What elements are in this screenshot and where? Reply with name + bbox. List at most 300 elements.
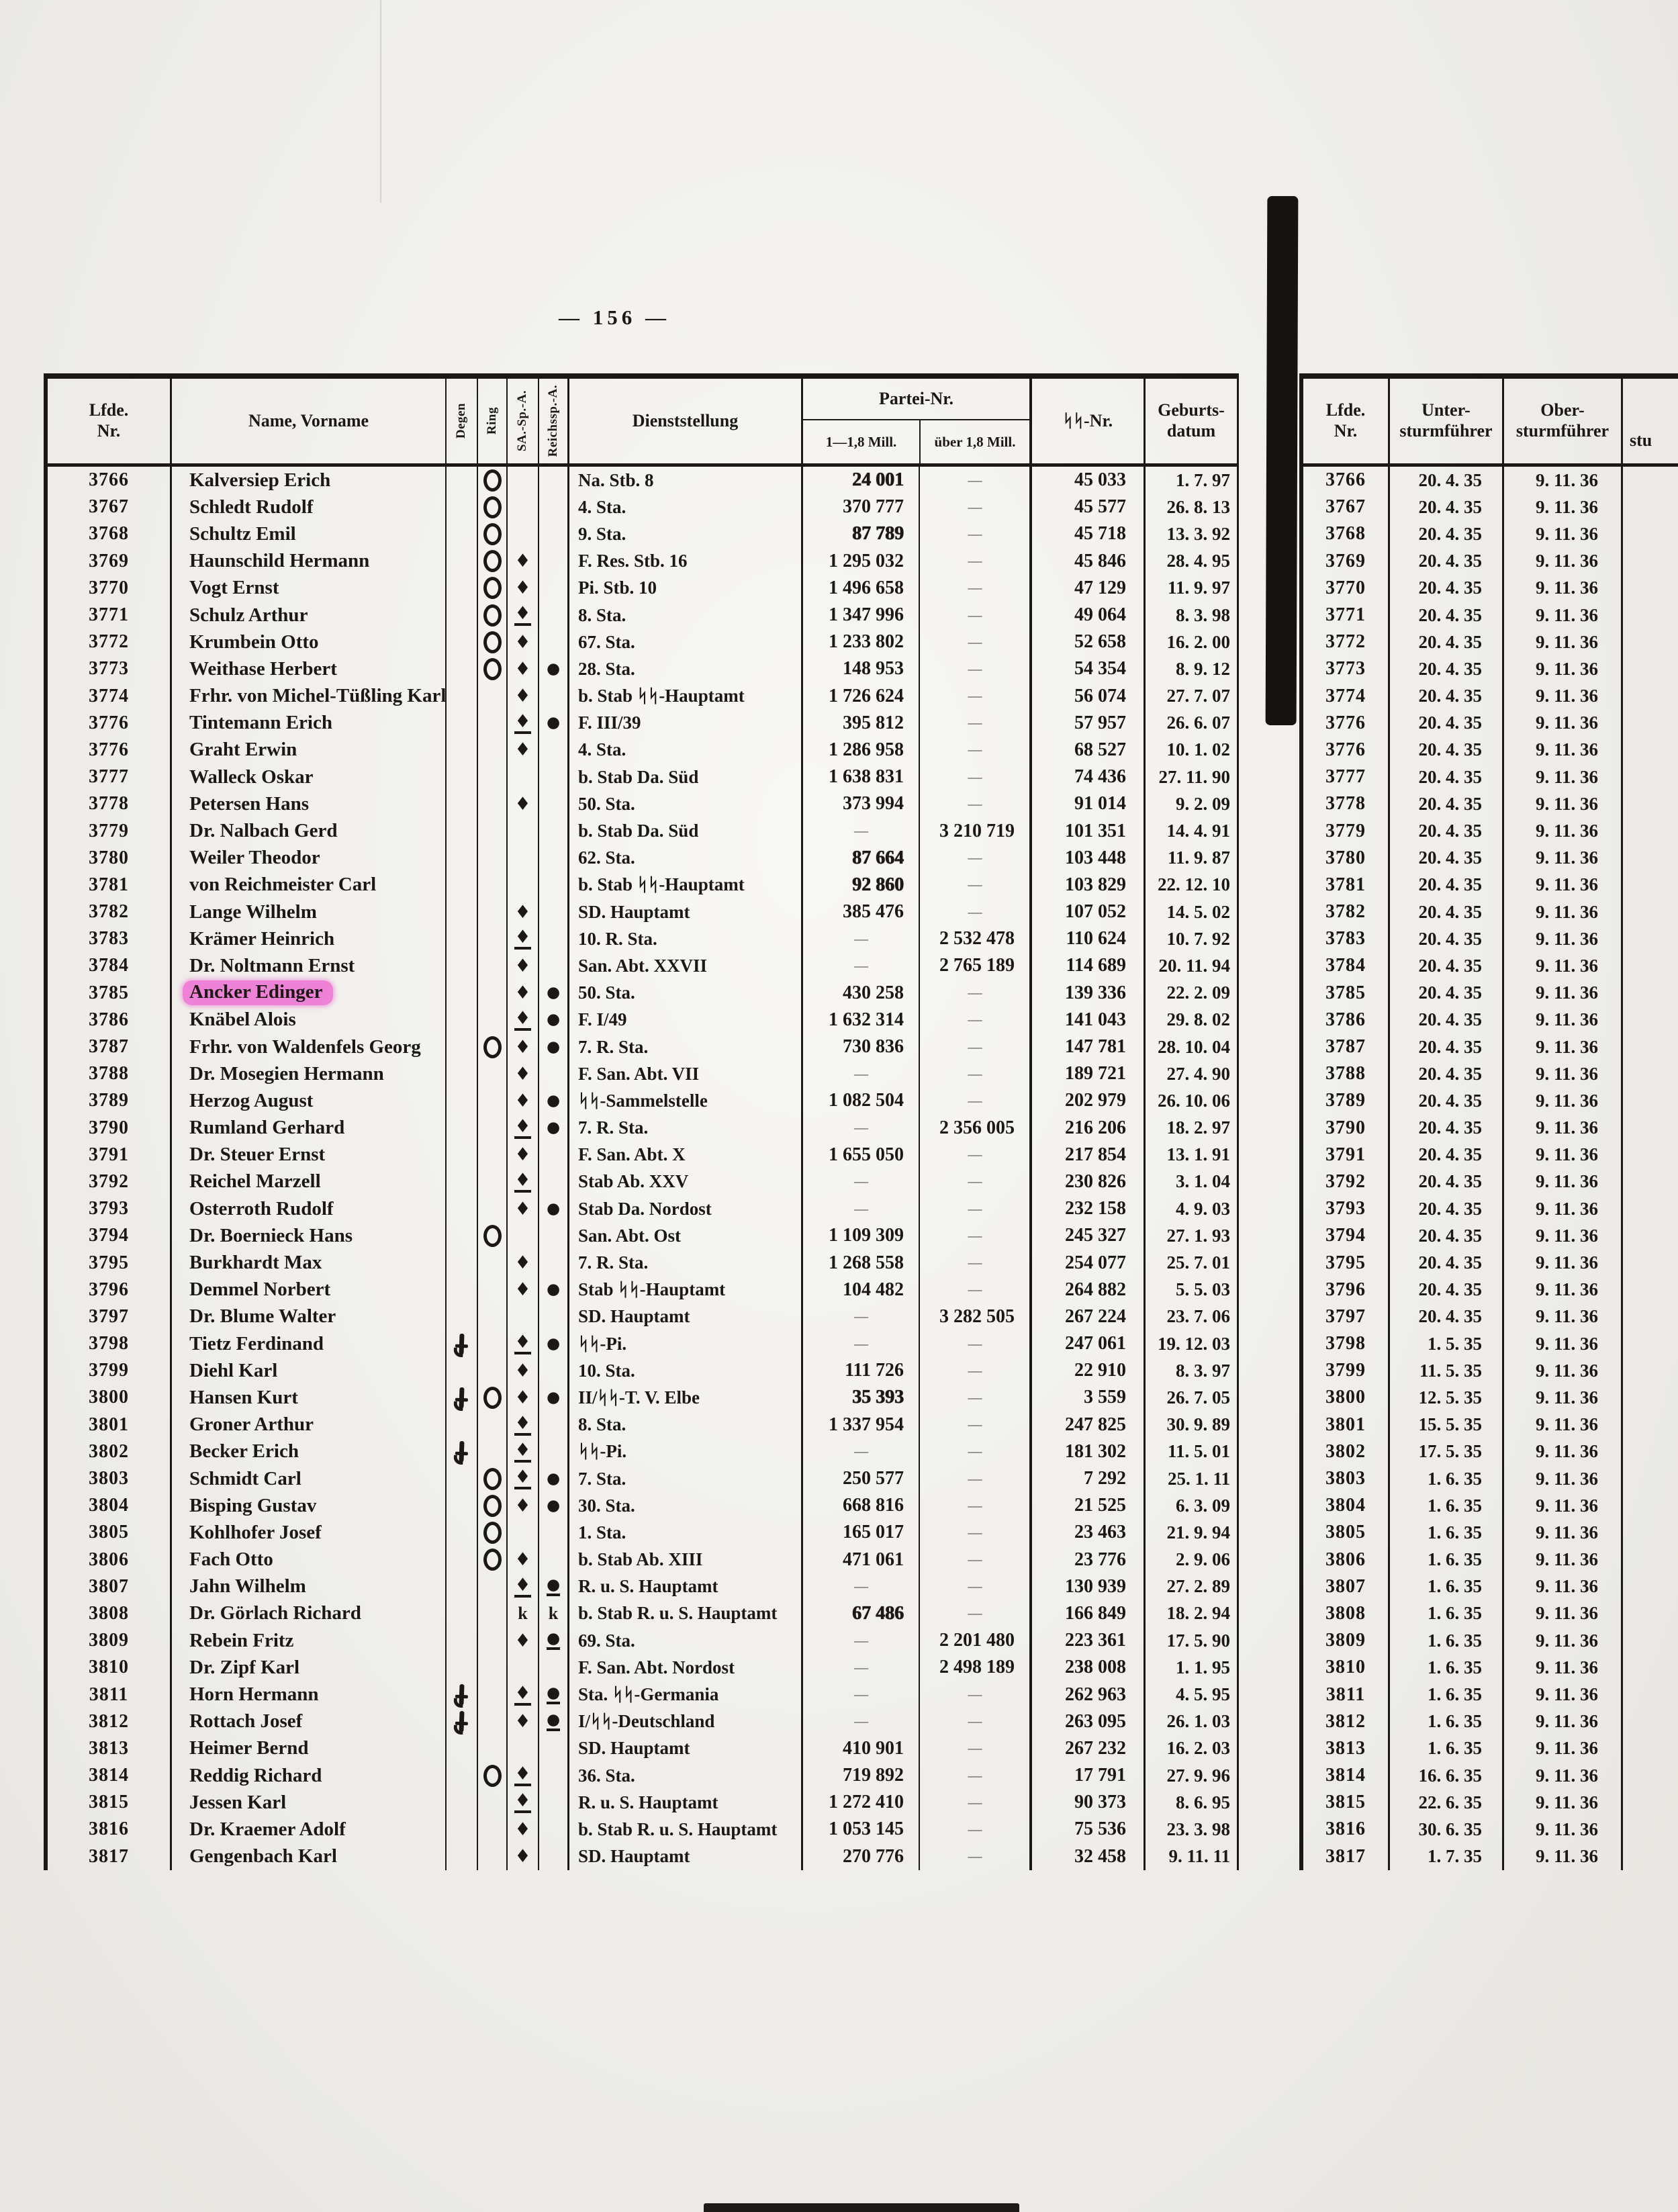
dienststellung-cell: ᛋᛋ-Pi. [567,1438,801,1465]
lfde-nr-cell: 3792 [1325,1170,1366,1192]
dienststellung-cell: San. Abt. Ost [567,1222,801,1249]
table-row [48,1060,1237,1087]
empty-dash: — [968,606,982,623]
name-cell: Demmel Norbert [170,1277,445,1303]
number-cell [919,1412,1029,1438]
geburtsdatum-cell: 28. 10. 04 [1144,1033,1237,1060]
empty-dash: — [854,1335,868,1352]
rsa-badge-cell [538,1115,567,1142]
sa-badge-cell [506,1519,538,1546]
ss-nr-cell: 139 336 [1029,980,1144,1007]
ss-nr-cell: 47 129 [1029,575,1144,602]
geburtsdatum-cell: 13. 3. 92 [1144,520,1237,547]
rsa-badge-cell [538,1492,567,1519]
lfde-nr-cell: 3801 [89,1414,129,1435]
sa-badge-cell [506,1492,538,1519]
ring-cell [477,1249,506,1276]
number-cell: 111 726 [801,1357,919,1384]
number-cell: 2 532 478 [919,925,1029,952]
empty-dash: — [968,1173,982,1190]
ss-nr-cell: 21 525 [1029,1492,1144,1519]
empty-dash: — [968,471,982,488]
ss-nr-cell: 45 033 [1029,467,1144,494]
honor-sword-icon [459,1684,464,1705]
sa-sport-badge-silver-icon: ♦ [514,712,530,734]
rsa-badge-cell [538,655,567,682]
untersturmfuehrer-date-cell: 16. 6. 35 [1388,1762,1502,1789]
header-right-lfde-line2: Nr. [1334,421,1358,441]
table-row [48,629,1237,655]
degen-cell [445,1168,477,1195]
cutoff-cell [1621,1519,1678,1546]
obersturmfuehrer-date-cell: 9. 11. 36 [1502,790,1621,817]
table-row [48,925,1237,952]
ring-cell [477,1519,506,1546]
number-cell [919,494,1029,520]
lfde-nr-cell: 3808 [89,1602,129,1624]
table-row [1303,1249,1678,1276]
lfde-nr-cell: 3767 [89,496,129,518]
cutoff-cell [1621,1708,1678,1735]
ss-nr-cell: 181 302 [1029,1438,1144,1465]
totenkopf-ring-icon [483,496,502,518]
geburtsdatum-cell: 27. 7. 07 [1144,683,1237,710]
untersturmfuehrer-date-cell: 20. 4. 35 [1388,980,1502,1007]
name-cell: Krämer Heinrich [170,925,445,952]
number-cell: 1 268 558 [801,1249,919,1276]
ss-nr-cell: 247 061 [1029,1330,1144,1357]
degen-cell [445,1735,477,1762]
lfde-nr-cell: 3780 [89,847,129,868]
dienststellung-cell: 36. Sta. [567,1762,801,1789]
header-cutoff-column [1621,379,1678,463]
ring-cell [477,1600,506,1627]
table-row [48,872,1237,898]
ring-cell [477,467,506,494]
header-reichssportabzeichen [538,379,567,463]
name-cell: Schmidt Carl [170,1465,445,1492]
table-row [48,655,1237,682]
dienststellung-cell: F. Res. Stb. 16 [567,548,801,575]
number-cell [801,1115,919,1142]
degen-cell [445,1384,477,1411]
lfde-nr-cell: 3811 [1325,1684,1366,1705]
untersturmfuehrer-date-cell: 1. 6. 35 [1388,1519,1502,1546]
number-cell [919,520,1029,547]
sa-badge-cell [506,1735,538,1762]
lfde-nr-cell: 3768 [89,523,129,545]
empty-dash: — [854,1578,868,1595]
number-cell [919,1547,1029,1573]
empty-dash: — [968,1362,982,1379]
empty-dash: — [968,1470,982,1487]
sa-badge-cell [506,872,538,898]
empty-dash: — [968,1794,982,1810]
lfde-nr-cell: 3805 [89,1522,129,1543]
ring-cell [477,655,506,682]
empty-dash: — [968,1578,982,1595]
sa-badge-cell [506,1816,538,1843]
dienststellung-cell: b. Stab R. u. S. Hauptamt [567,1816,801,1843]
name-cell: Schledt Rudolf [170,494,445,520]
table-row [1303,1708,1678,1735]
rsa-badge-cell [538,1087,567,1114]
personnel-register-table [44,373,1239,1870]
sa-badge-cell [506,1033,538,1060]
totenkopf-ring-icon [483,523,502,545]
number-cell [919,683,1029,710]
empty-dash: — [968,1092,982,1109]
number-cell [919,1708,1029,1735]
obersturmfuehrer-date-cell: 9. 11. 36 [1502,1573,1621,1600]
table-row [48,1249,1237,1276]
rsa-badge-cell [538,925,567,952]
lfde-nr-cell: 3806 [89,1549,129,1570]
rsa-badge-cell [538,602,567,629]
header-ss-nr [1029,379,1144,463]
table-row [1303,710,1678,737]
empty-dash: — [968,1011,982,1028]
lfde-nr-cell: 3797 [1325,1305,1366,1327]
table-row [1303,925,1678,952]
ring-cell [477,790,506,817]
reich-sport-badge-silver-icon: ● [547,1577,560,1596]
lfde-nr-cell: 3787 [89,1036,129,1058]
empty-dash: — [854,1686,868,1703]
ring-cell [477,1492,506,1519]
ss-nr-cell: 103 448 [1029,845,1144,872]
table-row [48,575,1237,602]
name-cell: von Reichmeister Carl [170,872,445,898]
ss-nr-cell: 101 351 [1029,817,1144,844]
table-row [48,1708,1237,1735]
lfde-nr-cell: 3791 [1325,1144,1366,1165]
name-cell: Schulz Arthur [170,602,445,629]
geburtsdatum-cell: 5. 5. 03 [1144,1277,1237,1303]
rsa-badge-cell [538,494,567,520]
name-cell: Frhr. von Michel-Tüßling Karl [170,683,445,710]
empty-dash: — [854,1713,868,1730]
cutoff-cell [1621,683,1678,710]
obersturmfuehrer-date-cell: 9. 11. 36 [1502,1195,1621,1222]
rsa-badge-cell [538,1654,567,1681]
name-cell: Dr. Mosegien Hermann [170,1060,445,1087]
cutoff-cell [1621,1412,1678,1438]
rsa-badge-cell [538,1438,567,1465]
dienststellung-cell: 8. Sta. [567,602,801,629]
dienststellung-cell: F. San. Abt. Nordost [567,1654,801,1681]
table-row [1303,494,1678,520]
rsa-badge-cell [538,1519,567,1546]
table-row [1303,1195,1678,1222]
dienststellung-cell: b. Stab Da. Süd [567,764,801,790]
dienststellung-cell: SD. Hauptamt [567,1303,801,1330]
obersturmfuehrer-date-cell: 9. 11. 36 [1502,764,1621,790]
lfde-nr-cell: 3782 [89,901,129,923]
name-cell: Osterroth Rudolf [170,1195,445,1222]
cutoff-cell [1621,602,1678,629]
ring-cell [477,1735,506,1762]
lfde-nr-cell: 3784 [1325,955,1366,976]
dienststellung-cell: b. Stab R. u. S. Hauptamt [567,1600,801,1627]
geburtsdatum-cell: 27. 2. 89 [1144,1573,1237,1600]
rsa-badge-cell [538,1789,567,1816]
number-cell [919,872,1029,898]
lfde-nr-cell: 3800 [89,1387,129,1408]
table-row [1303,1681,1678,1708]
cutoff-cell [1621,467,1678,494]
table-row [48,952,1237,979]
ring-cell [477,1115,506,1142]
table-row [1303,683,1678,710]
untersturmfuehrer-date-cell: 20. 4. 35 [1388,548,1502,575]
sa-badge-cell [506,494,538,520]
dienststellung-cell: 1. Sta. [567,1519,801,1546]
degen-cell [445,710,477,737]
number-cell: 67 486 [801,1600,919,1627]
rsa-badge-cell [538,1735,567,1762]
sa-badge-cell [506,629,538,655]
obersturmfuehrer-date-cell: 9. 11. 36 [1502,1115,1621,1142]
lfde-nr-cell: 3778 [1325,793,1366,815]
lfde-nr-cell: 3810 [89,1657,129,1678]
rsa-badge-cell [538,467,567,494]
lfde-nr-cell: 3807 [89,1575,129,1597]
number-cell: 1 726 624 [801,683,919,710]
geburtsdatum-cell: 27. 1. 93 [1144,1222,1237,1249]
untersturmfuehrer-date-cell: 1. 5. 35 [1388,1330,1502,1357]
degen-cell [445,1303,477,1330]
sa-badge-cell [506,520,538,547]
degen-cell [445,494,477,520]
table-row [1303,1277,1678,1303]
reich-sport-badge-icon: ● [546,1011,561,1029]
number-cell: 2 356 005 [919,1115,1029,1142]
number-cell [919,1600,1029,1627]
degen-cell [445,1519,477,1546]
obersturmfuehrer-date-cell: 9. 11. 36 [1502,1033,1621,1060]
table-row [48,1654,1237,1681]
rsa-badge-cell [538,710,567,737]
number-cell [919,1087,1029,1114]
untersturmfuehrer-date-cell: 1. 6. 35 [1388,1735,1502,1762]
cutoff-cell [1621,872,1678,898]
table-row [1303,1654,1678,1681]
ring-cell [477,602,506,629]
number-cell [919,1843,1029,1870]
rsa-badge-cell [538,1142,567,1168]
table-row [48,494,1237,520]
dienststellung-cell: R. u. S. Hauptamt [567,1573,801,1600]
number-cell [801,1168,919,1195]
sa-badge-cell [506,790,538,817]
header-partei-label: Partei-Nr. [803,379,1029,420]
name-cell: Tintemann Erich [170,710,445,737]
left-table-body [48,467,1237,1870]
number-cell [801,817,919,844]
lfde-nr-cell: 3790 [89,1117,129,1138]
table-row [1303,1519,1678,1546]
sa-sport-badge-silver-icon: ♦ [514,1684,530,1706]
header-unter-line2: sturmführer [1399,421,1493,441]
number-cell [919,764,1029,790]
sa-badge-cell [506,1303,538,1330]
degen-cell [445,1573,477,1600]
empty-dash: — [968,1281,982,1298]
table-row [48,1573,1237,1600]
table-row [1303,1412,1678,1438]
number-cell [919,1789,1029,1816]
ss-nr-cell: 103 829 [1029,872,1144,898]
untersturmfuehrer-date-cell: 20. 4. 35 [1388,1033,1502,1060]
lfde-nr-cell: 3788 [1325,1063,1366,1085]
empty-dash: — [968,1443,982,1460]
sa-sport-badge-silver-icon: ♦ [514,604,530,626]
cutoff-cell [1621,1060,1678,1087]
degen-cell [445,1222,477,1249]
highlighted-name: Ancker Edinger [183,980,333,1005]
table-row [48,1789,1237,1816]
reich-sport-badge-icon: ● [546,984,561,1002]
ss-nr-cell: 52 658 [1029,629,1144,655]
sa-badge-cell [506,602,538,629]
dienststellung-cell: 7. R. Sta. [567,1249,801,1276]
number-cell [919,1465,1029,1492]
table-row [48,1384,1237,1411]
totenkopf-ring-icon [483,1765,502,1787]
name-cell: Dr. Kraemer Adolf [170,1816,445,1843]
ss-nr-cell: 110 624 [1029,925,1144,952]
name-cell: Groner Arthur [170,1412,445,1438]
empty-dash: — [854,930,868,947]
empty-dash: — [854,1659,868,1675]
number-cell [919,1249,1029,1276]
table-row [1303,575,1678,602]
number-cell: 2 765 189 [919,952,1029,979]
ring-cell [477,1627,506,1654]
obersturmfuehrer-date-cell: 9. 11. 36 [1502,1519,1621,1546]
obersturmfuehrer-date-cell: 9. 11. 36 [1502,1789,1621,1816]
ss-nr-cell: 3 559 [1029,1384,1144,1411]
table-row [1303,1843,1678,1870]
untersturmfuehrer-date-cell: 11. 5. 35 [1388,1357,1502,1384]
ss-nr-cell: 54 354 [1029,655,1144,682]
table-row [48,1115,1237,1142]
ring-cell [477,1033,506,1060]
dienststellung-cell: SD. Hauptamt [567,898,801,925]
number-cell [919,898,1029,925]
name-cell: Vogt Ernst [170,575,445,602]
cutoff-cell [1621,1654,1678,1681]
name-cell: Diehl Karl [170,1357,445,1384]
ring-cell [477,683,506,710]
degen-cell [445,1249,477,1276]
degen-cell [445,980,477,1007]
cutoff-cell [1621,1168,1678,1195]
lfde-nr-cell: 3772 [1325,631,1366,653]
untersturmfuehrer-date-cell: 30. 6. 35 [1388,1816,1502,1843]
dienststellung-cell: b. Stab ᛋᛋ-Hauptamt [567,872,801,898]
obersturmfuehrer-date-cell: 9. 11. 36 [1502,737,1621,764]
obersturmfuehrer-date-cell: 9. 11. 36 [1502,1438,1621,1465]
sa-sport-badge-icon: ♦ [514,658,531,680]
obersturmfuehrer-date-cell: 9. 11. 36 [1502,1627,1621,1654]
dienststellung-cell: Stab Ab. XXV [567,1168,801,1195]
untersturmfuehrer-date-cell: 20. 4. 35 [1388,952,1502,979]
degen-cell [445,790,477,817]
ss-nr-cell: 267 232 [1029,1735,1144,1762]
sa-badge-cell [506,1573,538,1600]
number-cell [801,1438,919,1465]
table-row [48,1681,1237,1708]
reich-sport-badge-icon: ● [546,1388,561,1406]
name-cell: Hansen Kurt [170,1384,445,1411]
rsa-badge-cell [538,1060,567,1087]
ss-nr-cell: 141 043 [1029,1007,1144,1033]
sa-badge-cell [506,1627,538,1654]
ss-nr-cell: 130 939 [1029,1573,1144,1600]
lfde-nr-cell: 3781 [1325,874,1366,895]
number-cell: 1 638 831 [801,764,919,790]
header-ring-label: Ring [484,407,499,435]
ring-cell [477,548,506,575]
ring-cell [477,1330,506,1357]
obersturmfuehrer-date-cell: 9. 11. 36 [1502,467,1621,494]
header-partei-subrow [803,420,1029,463]
untersturmfuehrer-date-cell: 20. 4. 35 [1388,1168,1502,1195]
empty-dash: — [968,1200,982,1217]
ss-nr-cell: 45 846 [1029,548,1144,575]
untersturmfuehrer-date-cell: 20. 4. 35 [1388,1060,1502,1087]
geburtsdatum-cell: 27. 4. 90 [1144,1060,1237,1087]
geburtsdatum-cell: 14. 4. 91 [1144,817,1237,844]
dienststellung-cell: b. Stab Ab. XIII [567,1547,801,1573]
rsa-badge-cell [538,548,567,575]
left-table-header [48,373,1237,467]
untersturmfuehrer-date-cell: 1. 6. 35 [1388,1681,1502,1708]
cutoff-cell [1621,1115,1678,1142]
sa-badge-cell [506,1249,538,1276]
sa-badge-cell [506,764,538,790]
name-cell: Petersen Hans [170,790,445,817]
dienststellung-cell: II/ᛋᛋ-T. V. Elbe [567,1384,801,1411]
obersturmfuehrer-date-cell: 9. 11. 36 [1502,898,1621,925]
reich-sport-badge-icon: ● [546,1199,561,1217]
ss-nr-cell: 68 527 [1029,737,1144,764]
table-row [48,520,1237,547]
cutoff-cell [1621,1492,1678,1519]
ring-cell [477,629,506,655]
empty-dash: — [968,1767,982,1784]
sa-badge-cell [506,655,538,682]
ring-cell [477,817,506,844]
empty-dash: — [854,1173,868,1190]
lfde-nr-cell: 3810 [1325,1657,1366,1678]
ss-nr-cell: 57 957 [1029,710,1144,737]
lfde-nr-cell: 3782 [1325,901,1366,923]
ring-cell [477,737,506,764]
lfde-nr-cell: 3808 [1325,1602,1366,1624]
geburtsdatum-cell: 23. 3. 98 [1144,1816,1237,1843]
empty-dash: — [968,498,982,515]
number-cell [801,1573,919,1600]
dienststellung-cell: Sta. ᛋᛋ-Germania [567,1681,801,1708]
lfde-nr-cell: 3777 [1325,766,1366,788]
ring-cell [477,1465,506,1492]
name-cell: Herzog August [170,1087,445,1114]
untersturmfuehrer-date-cell: 20. 4. 35 [1388,467,1502,494]
sa-badge-cell [506,467,538,494]
